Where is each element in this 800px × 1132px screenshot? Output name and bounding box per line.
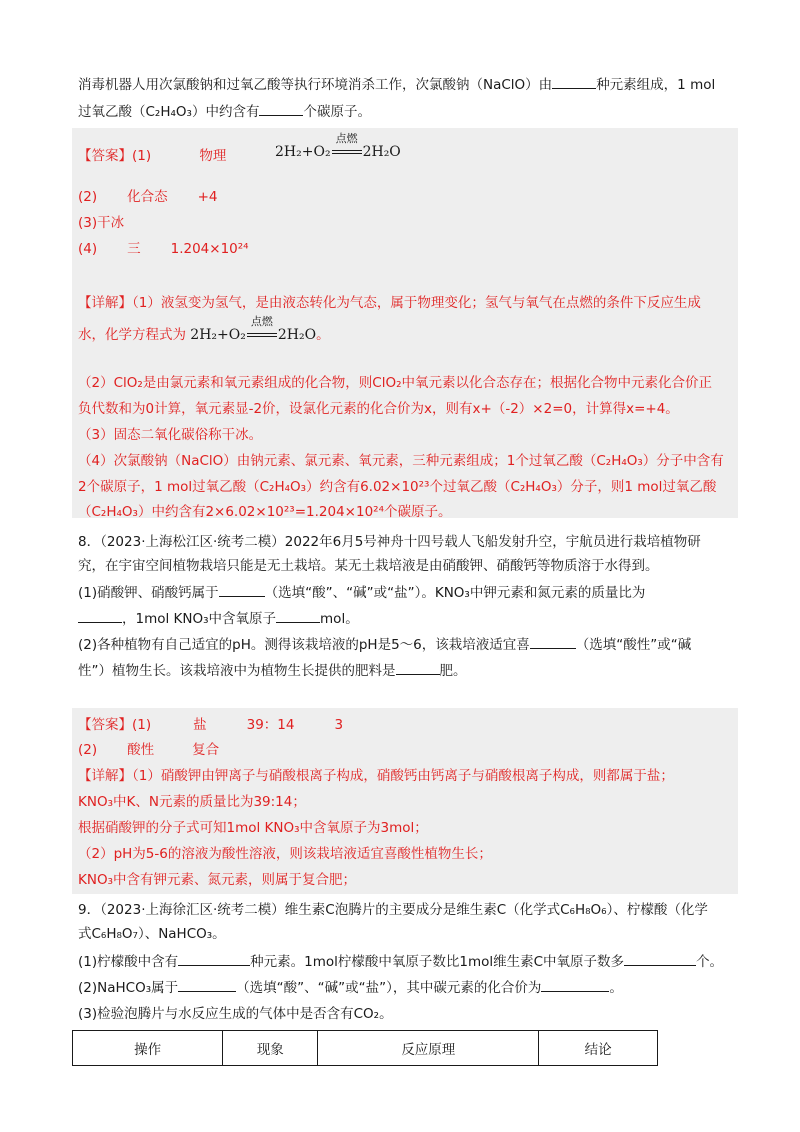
answer8-line-2: (2) 酸性 复合 — [78, 742, 220, 758]
q8-line-6: 性”）植物生长。该栽培液中为植物生长提供的肥料是 肥。 — [78, 660, 467, 681]
answer7-line-4: (4) 三 1.204×10²⁴ — [78, 241, 249, 257]
q8-line-2: 究，在宇宙空间植物栽培只能是无土栽培。某无土栽培液是由硝酸钾、硝酸钙等物质溶于水得到。 — [78, 558, 659, 574]
answer8-line-1: 【答案】(1) 盐 39：14 3 — [78, 717, 344, 733]
table-header-cell: 现象 — [223, 1031, 318, 1066]
detail7-line-3: （2）ClO₂是由氯元素和氧元素组成的化合物，则ClO₂中氧元素以化合态存在；根据化合物中元素化合价正 — [78, 375, 713, 391]
detail8-line-4: （2）pH为5-6的溶液为酸性溶液，则该栽培液适宜喜酸性植物生长； — [78, 846, 492, 862]
blank — [178, 951, 250, 966]
q8-line-5: (2)各种植物有自己适宜的pH。测得该栽培液的pH是5～6，该栽培液适宜喜 （选填“酸性”或“碱 — [78, 634, 691, 655]
equation: 2H₂+O₂ 点燃 2H₂O — [275, 132, 401, 160]
detail7-line-6: （4）次氯酸钠（NaClO）由钠元素、氯元素、氧元素，三种元素组成；1个过氧乙酸（C₂H₄O₃）分子中含有 — [78, 453, 724, 469]
detail8-line-5: KNO₃中含有钾元素、氮元素，则属于复合肥； — [78, 872, 356, 888]
blank — [178, 977, 236, 992]
table-header-cell: 操作 — [73, 1031, 223, 1066]
q9-line-3: (1)柠檬酸中含有 种元素。1mol柠檬酸中氧原子数比1mol维生素C中氧原子数多 个。 — [78, 951, 723, 972]
q8-line-3: (1)硝酸钾、硝酸钙属于 （选填“酸”、“碱”或“盐”）。KNO₃中钾元素和氮元素的质量比为 — [78, 582, 645, 603]
detail7-line-4: 负代数和为0计算，氧元素显-2价，设氯化元素的化合价为x，则有x+（-2）×2=0，计算得x=+4。 — [78, 401, 679, 417]
table-header-row — [73, 1031, 658, 1066]
q9-line-5: (3)检验泡腾片与水反应生成的气体中是否含有CO₂。 — [78, 1006, 393, 1022]
detail8-line-3: 根据硝酸钾的分子式可知1mol KNO₃中含氧原子为3mol； — [78, 820, 428, 836]
detail8-line-2: KNO₃中K、N元素的质量比为39:14； — [78, 794, 306, 810]
answer7-line-1: 【答案】(1) 物理 2H₂+O₂ 点燃 2H₂O — [78, 132, 401, 164]
q8-line-4: ，1mol KNO₃中含氧原子 mol。 — [78, 608, 359, 629]
experiment-table — [72, 1030, 658, 1066]
detail7-line-5: （3）固态二氧化碳俗称干冰。 — [78, 427, 263, 443]
blank — [624, 951, 696, 966]
blank — [396, 660, 440, 675]
blank — [259, 101, 303, 116]
blank — [530, 634, 576, 649]
q9-line-1: 9．（2023·上海徐汇区·统考二模）维生素C泡腾片的主要成分是维生素C（化学式C₆H₈O₆）、柠檬酸（化学 — [78, 902, 708, 918]
detail7-line-1: 【详解】（1）液氢变为氢气，是由液态转化为气态，属于物理变化；氢气与氧气在点燃的条件下反应生成 — [78, 295, 701, 311]
table-header-cell: 结论 — [539, 1031, 658, 1066]
detail7-line-8: （C₂H₄O₃）中约含有2×6.02×10²³=1.204×10²⁴个碳原子。 — [78, 504, 452, 520]
blank — [276, 608, 320, 623]
detail7-line-7: 2个碳原子，1 mol过氧乙酸（C₂H₄O₃）约含有6.02×10²³个过氧乙酸（C₂H₄O₃）分子，则1 mol过氧乙酸 — [78, 479, 717, 495]
blank — [552, 74, 596, 89]
blank — [219, 582, 265, 597]
blank — [78, 608, 122, 623]
q9-line-4: (2)NaHCO₃属于 （选填“酸”、“碱”或“盐”），其中碳元素的化合价为 。 — [78, 977, 623, 998]
q9-line-2: 式C₆H₈O₇）、NaHCO₃。 — [78, 926, 226, 942]
equation: 2H₂+O₂ 点燃 2H₂O — [190, 315, 317, 343]
detail7-line-2: 水，化学方程式为 2H₂+O₂ 点燃 2H₂O。 — [78, 315, 330, 343]
q8-line-1: 8．（2023·上海松江区·统考二模）2022年6月5号神舟十四号载人飞船发射升空，宇航员进行栽培植物研 — [78, 534, 701, 550]
detail8-line-1: 【详解】（1）硝酸钾由钾离子与硝酸根离子构成，硝酸钙由钙离子与硝酸根离子构成，则都属于盐； — [78, 768, 674, 784]
answer7-line-2: (2) 化合态 +4 — [78, 189, 218, 205]
intro-line-1: 消毒机器人用次氯酸钠和过氧乙酸等执行环境消杀工作，次氯酸钠（NaClO）由 种元素组成，1 mol — [78, 74, 715, 95]
intro-line-2: 过氧乙酸（C₂H₄O₃）中约含有 个碳原子。 — [78, 101, 371, 122]
table-header-cell: 反应原理 — [318, 1031, 539, 1066]
answer7-line-3: (3)干冰 — [78, 215, 125, 231]
blank — [541, 977, 609, 992]
